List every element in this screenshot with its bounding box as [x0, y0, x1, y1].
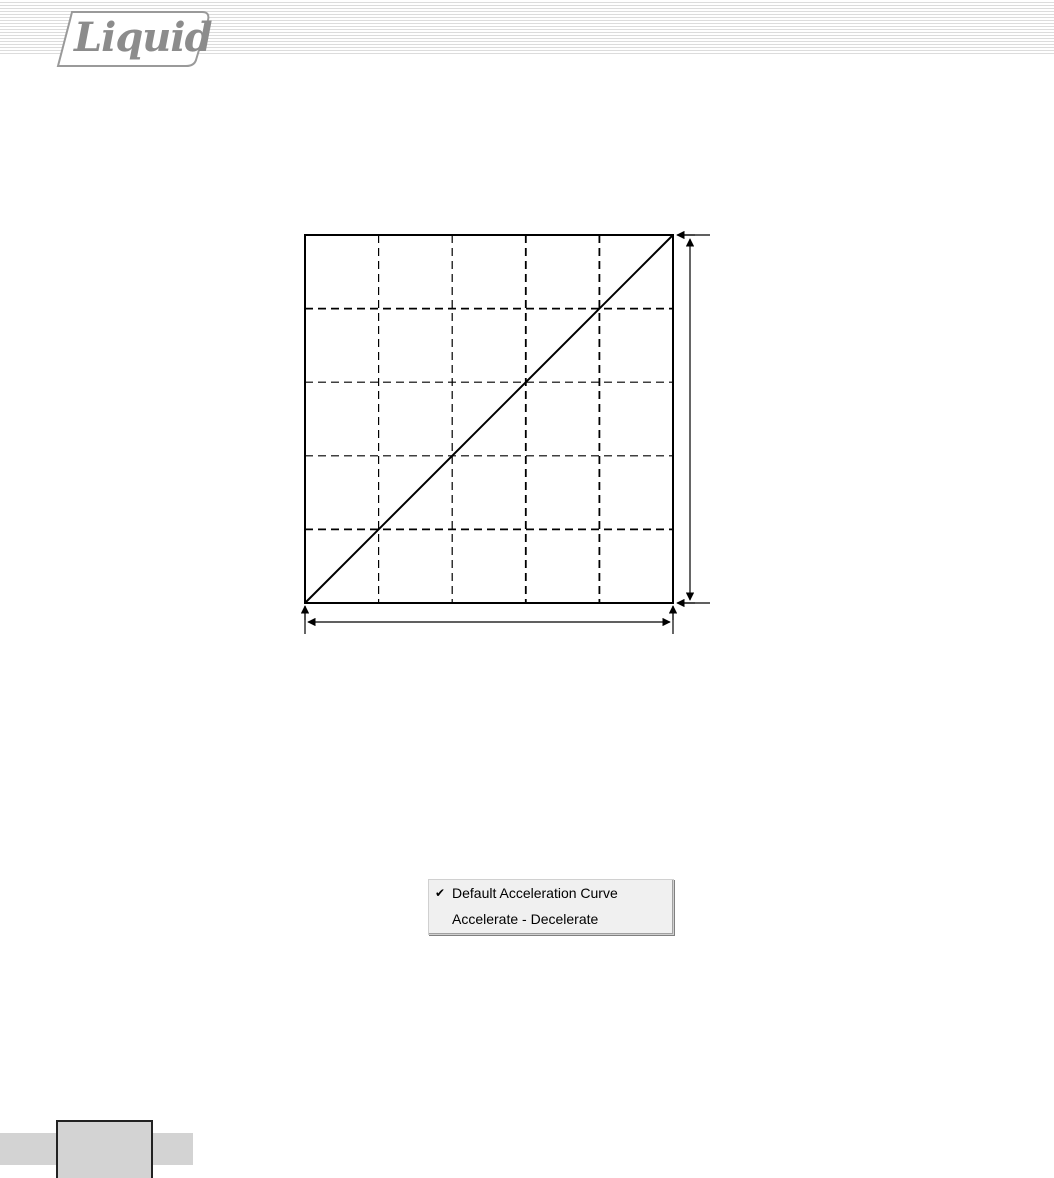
acceleration-curve-diagram	[290, 222, 720, 642]
page-number-box	[56, 1120, 153, 1178]
checkmark-icon: ✔	[435, 886, 446, 900]
menu-item-accelerate-decelerate[interactable]	[429, 906, 673, 932]
liquid-logo	[52, 8, 222, 70]
acceleration-context-menu	[428, 879, 674, 935]
acceleration-curve-line	[305, 235, 673, 603]
menu-item-default-acceleration-curve[interactable]	[429, 880, 673, 906]
logo-text: Liquid	[74, 14, 212, 61]
menu-item-label: Default Acceleration Curve	[452, 885, 618, 901]
menu-item-label: Accelerate - Decelerate	[452, 911, 599, 927]
